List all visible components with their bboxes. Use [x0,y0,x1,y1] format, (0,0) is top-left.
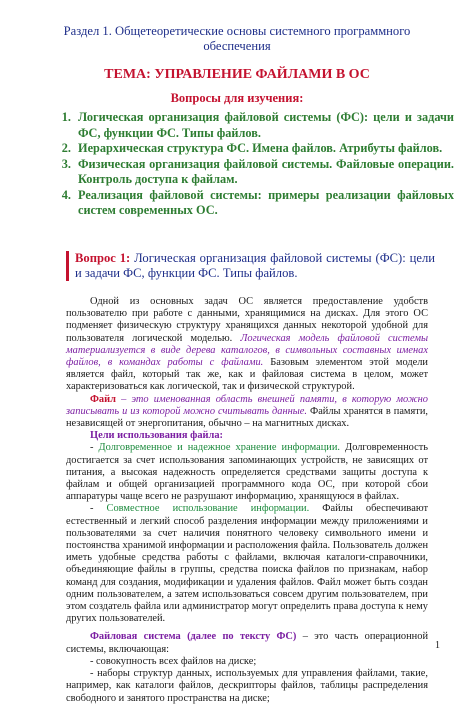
paragraph [66,442,428,503]
goals-title: Цели использования файла: [90,430,223,442]
paragraph-text: Долговременность достигается за счет использования запоминающих устройств, не зависящих от питания, а высокая надежность определяется средствами защиты доступа к файлам и общей организацией программного кода ОС, при которой сбои аппаратуры чаще всего не разрушают информацию, хранящуюся в файлах. [66,442,429,503]
goal-term: Долговременное и надежное хранение информации. [98,442,341,454]
paragraph-text: Одной из основных задач ОС является предоставление удобств пользователю при работе с данными, хранящимися на дисках. Для этого ОС подменяет физическую структуру хранящихся данных некоторой удобной для пользователя логической моделью. [66,296,428,344]
fs-term: Файловая система (далее по тексту ФС) [90,631,297,643]
logical-model-definition: Логическая модель файловой системы материализуется в виде дерева каталогов, в символьных составных именах файлов, в командах работы с файлами. [66,332,429,369]
question-label: Вопрос 1: [75,251,131,265]
paragraph-text: – это часть операционной системы, включающая: [66,631,428,655]
paragraph [66,394,428,431]
dash: - [90,503,107,515]
goal-term: Совместное использование информации. [106,503,310,515]
paragraph [66,296,428,394]
paragraph [66,503,428,625]
list-item: 2. Иерархическая структура ФС. Имена файлов. Атрибуты файлов. [74,141,454,157]
list-item: 1. Логическая организация файловой системы (ФС): цели и задачи ФС, функции ФС. Типы файлов. [74,110,454,141]
dash: - [90,442,99,454]
file-term: Файл [90,393,116,405]
list-item: - совокупность всех файлов на диске; [90,655,257,667]
list-item: - наборы структур данных, используемых для управления файлами, такие, например, как каталоги файлов, дескрипторы файлов, таблицы распределения свободного и занятого пространства на диске; [66,668,428,704]
paragraph-text: Базовым элементом этой модели является файл, который так же, как и файловая система в целом, может характеризоваться как логической, так и физической структурой. [66,357,428,393]
list-item: 4. Реализация файловой системы: примеры реализации файловых систем современных ОС. [74,188,454,219]
topic-title: ТЕМА: УПРАВЛЕНИЕ ФАЙЛАМИ В ОС [104,67,370,82]
questions-title: Вопросы для изучения: [170,91,304,105]
paragraph-text: Файлы обеспечивают естественный и легкий способ разделения информации между приложениями и пользователями за счет наличия понятного человеку символьного имени и постоянства хранимой информации и расположения файла. Пользователь должен иметь удобные средства работы с файлами, включая каталоги-справочники, объединяющие файлы в группы, средства поиска файлов по признакам, набор команд для создания, модификации и удаления файлов. Файл может быть создан одним пользователем, а затем использоваться совсем другим пользователем, при этом создатель файла или администратор могут определить права доступа к нему других пользователей. [66,503,428,625]
topics-list [56,110,454,219]
file-definition: – это именованная область внешней памяти, в которую можно записывать и из которой можно считывать данные. [66,393,428,417]
body-text [66,296,428,705]
list-item: 3. Физическая организация файловой системы. Файловые операции. Контроль доступа к файлам. [74,157,454,188]
question-text: Логическая организация файловой системы (ФС): цели и задачи ФС, функции ФС. Типы файлов. [75,251,436,280]
paragraph [66,631,428,655]
paragraph-text: Файлы хранятся в памяти, независящей от энергопитания, обычно – на магнитных дисках. [66,405,428,430]
question-heading [66,251,435,281]
page-number: 1 [435,640,440,651]
section-heading: Раздел 1. Общетеоретические основы системного программного обеспечения [63,24,411,53]
